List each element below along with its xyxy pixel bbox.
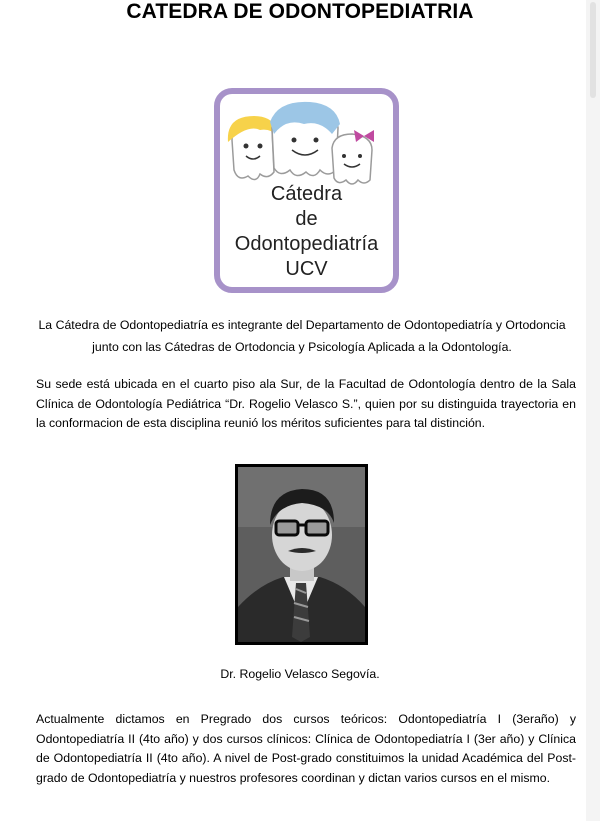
cursos-paragraph: Actualmente dictamos en Pregrado dos cursos teóricos: Odontopediatría I (3eraño) y Odontopediatría II (4to año) y dos cursos clínicos: Clínica de Odontopediatría I (3er año) y Clínica de Odontopediatría II (4to año). A nivel de Post-grado constituimos la unidad Académica del Post-grado de Odontopediatría y nuestros profesores coordinan y dictan varios cursos en el mismo. [36,712,576,785]
logo-line-odontopediatria: Odontopediatría [234,233,379,255]
page-title: CATEDRA DE ODONTOPEDIATRIA [126,0,474,23]
logo-line-de: de [295,208,318,230]
portrait-photo [235,464,368,645]
vertical-scrollbar[interactable] [586,0,600,821]
portrait-caption: Dr. Rogelio Velasco Segovía. [220,667,380,681]
logo-line-ucv: UCV [285,258,328,280]
catedra-logo [214,88,399,293]
portrait-image [238,467,365,642]
sede-paragraph: Su sede está ubicada en el cuarto piso ala Sur, de la Facultad de Odontología dentro de la Sala Clínica de Odontología Pediátrica “Dr. Rogelio Velasco S.”, quien por su distinguida trayectoria en la conformacion de esta disciplina reunió los méritos suficientes para tal distinción. [36,377,576,430]
logo-line-catedra: Cátedra [270,183,343,205]
intro-paragraph: La Cátedra de Odontopediatría es integrante del Departamento de Odontopediatría y Ortodoncia junto con las Cátedras de Ortodoncia y Psicología Aplicada a la Odontología. [38,318,566,354]
